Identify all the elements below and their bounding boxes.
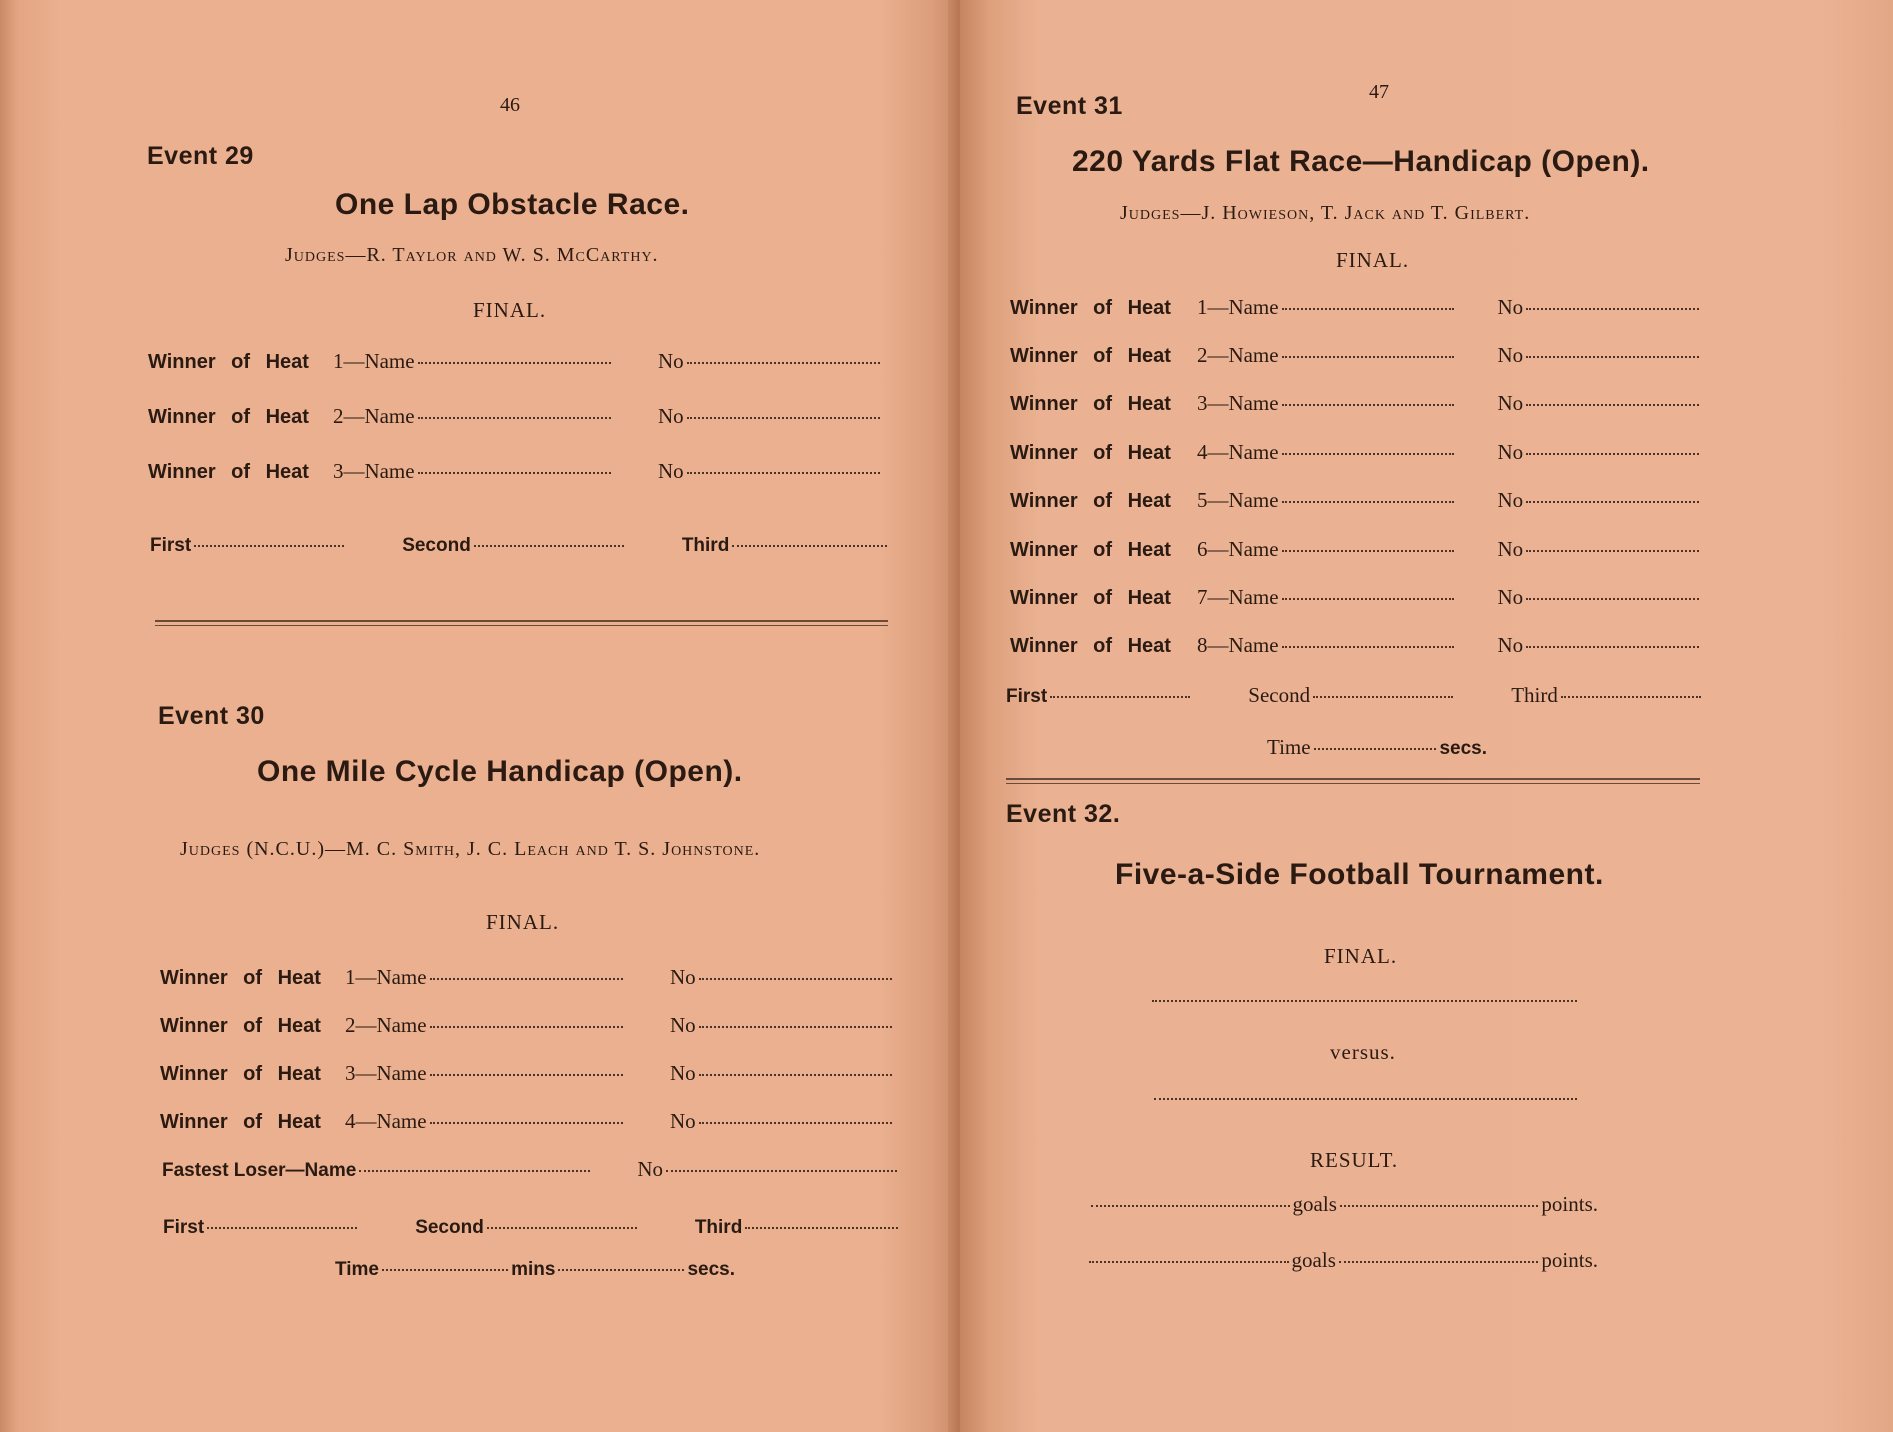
- event-30-placings: [163, 1217, 901, 1239]
- points-label: points.: [1541, 1248, 1599, 1272]
- right-page: [960, 0, 1893, 1432]
- name-blank[interactable]: [1282, 356, 1455, 358]
- event-31-row: [1010, 343, 1702, 368]
- event-29-row: [148, 404, 883, 429]
- secs-label: secs.: [1439, 738, 1487, 759]
- points-label: points.: [1541, 1192, 1599, 1216]
- name-blank[interactable]: [1282, 308, 1455, 310]
- third-label: Third: [1511, 683, 1558, 707]
- event-29-placings: [150, 535, 890, 557]
- first-blank[interactable]: [1050, 696, 1190, 698]
- third-blank[interactable]: [1561, 696, 1701, 698]
- second-label: Second: [402, 535, 471, 556]
- secs-blank[interactable]: [1314, 748, 1437, 750]
- number-blank[interactable]: [1526, 356, 1699, 358]
- name-label: 8—Name: [1196, 633, 1279, 657]
- winner-label: Winner of Heat: [1010, 539, 1171, 561]
- event-29-judges: Judges—R. Taylor and W. S. McCarthy.: [285, 244, 659, 266]
- page-number: 47: [1369, 81, 1389, 103]
- event-29-row: [148, 459, 883, 484]
- second-blank[interactable]: [487, 1227, 637, 1229]
- team-blank[interactable]: [1091, 1205, 1290, 1207]
- number-label: No: [1497, 633, 1524, 657]
- winner-label: Winner of Heat: [1010, 345, 1171, 367]
- number-blank[interactable]: [1526, 598, 1699, 600]
- event-31-row: [1010, 391, 1702, 416]
- event-30-time: [335, 1259, 735, 1281]
- goals-blank[interactable]: [1339, 1261, 1539, 1263]
- number-label: No: [669, 965, 696, 989]
- number-blank[interactable]: [687, 417, 880, 419]
- event-31-placings: [1006, 683, 1704, 708]
- first-label: First: [1006, 686, 1048, 707]
- event-30-final: FINAL.: [486, 910, 560, 934]
- event-32-final: FINAL.: [1324, 944, 1398, 968]
- name-label: 5—Name: [1196, 488, 1279, 512]
- secs-label: secs.: [687, 1259, 736, 1280]
- name-blank[interactable]: [1282, 646, 1455, 648]
- event-31-row: [1010, 585, 1702, 610]
- third-label: Third: [681, 535, 730, 556]
- mins-label: mins: [511, 1259, 556, 1280]
- name-label: 2—Name: [344, 1013, 427, 1037]
- name-blank[interactable]: [430, 1074, 623, 1076]
- team-one-blank[interactable]: [1152, 1000, 1577, 1002]
- winner-label: Winner of Heat: [148, 461, 309, 483]
- goals-label: goals: [1292, 1192, 1337, 1216]
- number-label: No: [1497, 295, 1524, 319]
- winner-label: Winner of Heat: [1010, 393, 1171, 415]
- name-blank[interactable]: [1282, 598, 1455, 600]
- time-label: Time: [335, 1259, 380, 1280]
- page-number: 46: [500, 94, 520, 116]
- number-blank[interactable]: [699, 1122, 892, 1124]
- name-label: 1—Name: [344, 965, 427, 989]
- event-29-title: One Lap Obstacle Race.: [335, 188, 690, 221]
- event-30-fastest-loser: [162, 1157, 900, 1182]
- first-label: First: [163, 1217, 205, 1238]
- number-label: No: [1497, 391, 1524, 415]
- team-blank[interactable]: [1089, 1261, 1289, 1263]
- number-label: No: [637, 1157, 663, 1181]
- name-label: 2—Name: [1196, 343, 1279, 367]
- number-label: No: [1497, 537, 1524, 561]
- event-31-final: FINAL.: [1336, 248, 1410, 272]
- number-blank[interactable]: [687, 362, 880, 364]
- name-blank[interactable]: [418, 362, 611, 364]
- number-blank[interactable]: [699, 1074, 892, 1076]
- event-29-label: Event 29: [147, 142, 254, 170]
- name-label: 6—Name: [1196, 537, 1279, 561]
- event-31-row: [1010, 488, 1702, 513]
- versus-label: versus.: [1330, 1040, 1396, 1064]
- winner-label: Winner of Heat: [148, 351, 309, 373]
- event-31-row: [1010, 295, 1702, 320]
- event-31-title: 220 Yards Flat Race—Handicap (Open).: [1072, 145, 1650, 178]
- event-30-row: [160, 1061, 895, 1086]
- result-row: [1088, 1192, 1598, 1217]
- time-label: Time: [1267, 735, 1311, 759]
- result-label: RESULT.: [1310, 1148, 1399, 1172]
- name-label: 3—Name: [1196, 391, 1279, 415]
- result-row: [1086, 1248, 1598, 1273]
- mins-blank[interactable]: [382, 1269, 508, 1271]
- event-31-time: [1267, 735, 1487, 760]
- event-31-row: [1010, 537, 1702, 562]
- number-label: No: [669, 1061, 696, 1085]
- winner-label: Winner of Heat: [160, 1063, 321, 1085]
- number-blank[interactable]: [1526, 453, 1699, 455]
- third-blank[interactable]: [745, 1227, 898, 1229]
- name-label: 2—Name: [332, 404, 415, 428]
- number-label: No: [657, 404, 684, 428]
- event-29-final: FINAL.: [473, 298, 547, 322]
- second-blank[interactable]: [1313, 696, 1453, 698]
- name-blank[interactable]: [418, 417, 611, 419]
- number-blank[interactable]: [1526, 404, 1699, 406]
- name-label: 4—Name: [344, 1109, 427, 1133]
- number-blank[interactable]: [666, 1170, 897, 1172]
- second-label: Second: [1248, 683, 1311, 707]
- winner-label: Winner of Heat: [1010, 297, 1171, 319]
- name-blank[interactable]: [1282, 550, 1455, 552]
- number-blank[interactable]: [699, 1026, 892, 1028]
- event-29-row: [148, 349, 883, 374]
- name-blank[interactable]: [1282, 453, 1455, 455]
- fastest-loser-label: Fastest Loser—Name: [162, 1160, 357, 1181]
- number-label: No: [1497, 488, 1524, 512]
- goals-label: goals: [1291, 1248, 1336, 1272]
- event-31-judges: Judges—J. Howieson, T. Jack and T. Gilbert.: [1120, 202, 1531, 224]
- goals-blank[interactable]: [1340, 1205, 1539, 1207]
- number-label: No: [657, 349, 684, 373]
- name-label: 1—Name: [1196, 295, 1279, 319]
- first-label: First: [150, 535, 192, 556]
- number-blank[interactable]: [699, 978, 892, 980]
- number-blank[interactable]: [1526, 501, 1699, 503]
- event-30-row: [160, 1013, 895, 1038]
- team-two-blank[interactable]: [1154, 1098, 1577, 1100]
- event-30-label: Event 30: [158, 702, 265, 730]
- winner-label: Winner of Heat: [1010, 587, 1171, 609]
- event-30-row: [160, 965, 895, 990]
- number-blank[interactable]: [1526, 550, 1699, 552]
- third-blank[interactable]: [732, 545, 887, 547]
- event-31-row: [1010, 633, 1702, 658]
- second-blank[interactable]: [474, 545, 624, 547]
- second-label: Second: [415, 1217, 484, 1238]
- third-label: Third: [694, 1217, 743, 1238]
- first-blank[interactable]: [194, 545, 344, 547]
- name-label: 7—Name: [1196, 585, 1279, 609]
- winner-label: Winner of Heat: [160, 1111, 321, 1133]
- first-blank[interactable]: [207, 1227, 357, 1229]
- name-label: 4—Name: [1196, 440, 1279, 464]
- winner-label: Winner of Heat: [148, 406, 309, 428]
- winner-label: Winner of Heat: [1010, 442, 1171, 464]
- number-label: No: [1497, 343, 1524, 367]
- number-label: No: [1497, 440, 1524, 464]
- event-31-row: [1010, 440, 1702, 465]
- winner-label: Winner of Heat: [1010, 635, 1171, 657]
- number-label: No: [1497, 585, 1524, 609]
- name-blank[interactable]: [430, 1026, 623, 1028]
- name-blank[interactable]: [430, 978, 623, 980]
- event-30-row: [160, 1109, 895, 1134]
- number-blank[interactable]: [1526, 646, 1699, 648]
- event-30-title: One Mile Cycle Handicap (Open).: [257, 755, 743, 788]
- name-label: 1—Name: [332, 349, 415, 373]
- name-blank[interactable]: [359, 1170, 590, 1172]
- event-31-label: Event 31: [1016, 92, 1123, 120]
- number-label: No: [669, 1109, 696, 1133]
- winner-label: Winner of Heat: [160, 967, 321, 989]
- name-blank[interactable]: [1282, 501, 1455, 503]
- number-label: No: [669, 1013, 696, 1037]
- name-label: 3—Name: [332, 459, 415, 483]
- number-blank[interactable]: [1526, 308, 1699, 310]
- name-blank[interactable]: [418, 472, 611, 474]
- event-30-judges: Judges (N.C.U.)—M. C. Smith, J. C. Leach and T. S. Johnstone.: [180, 838, 761, 860]
- winner-label: Winner of Heat: [1010, 490, 1171, 512]
- event-32-label: Event 32.: [1006, 800, 1121, 828]
- name-blank[interactable]: [430, 1122, 623, 1124]
- name-label: 3—Name: [344, 1061, 427, 1085]
- winner-label: Winner of Heat: [160, 1015, 321, 1037]
- number-blank[interactable]: [687, 472, 880, 474]
- event-32-title: Five-a-Side Football Tournament.: [1115, 858, 1604, 891]
- divider: [1006, 778, 1700, 784]
- secs-blank[interactable]: [558, 1269, 684, 1271]
- number-label: No: [657, 459, 684, 483]
- divider: [155, 620, 888, 626]
- name-blank[interactable]: [1282, 404, 1455, 406]
